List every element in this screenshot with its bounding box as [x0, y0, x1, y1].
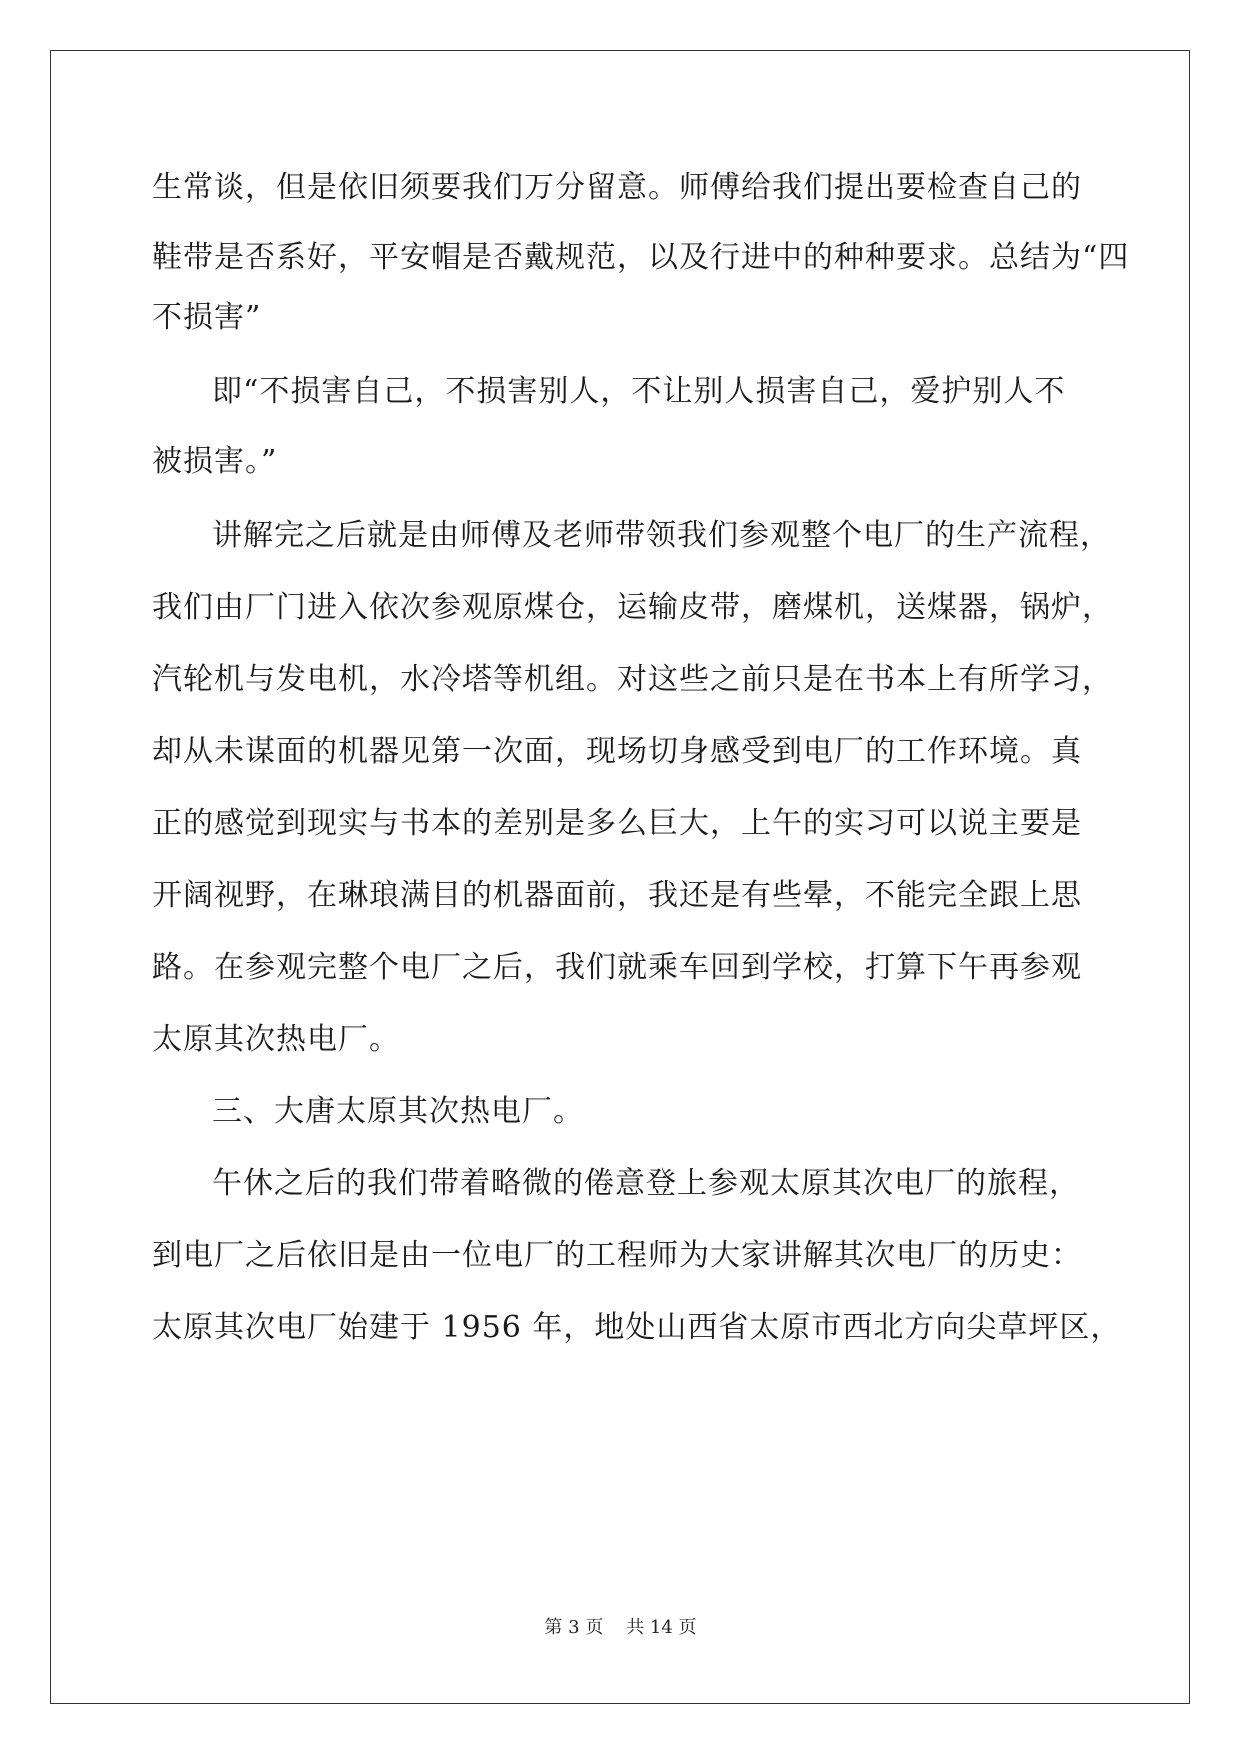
body-line-10: 正的感觉到现实与书本的差别是多么巨大，上午的实习可以说主要是: [152, 806, 1082, 841]
body-line-1: 生常谈，但是依旧须要我们万分留意。师傅给我们提出要检查自己的: [152, 170, 1082, 205]
body-line-16: 到电厂之后依旧是由一位电厂的工程师为大家讲解其次电厂的历史：: [152, 1238, 1082, 1273]
body-line-11: 开阔视野，在琳琅满目的机器面前，我还是有些晕，不能完全跟上思: [152, 878, 1082, 913]
page-number-footer: 第 3 页 共 14 页: [544, 1617, 697, 1638]
body-line-5: 被损害。”: [152, 444, 278, 479]
body-line-8: 汽轮机与发电机，水冷塔等机组。对这些之前只是在书本上有所学习，: [152, 662, 1113, 697]
body-line-2: 鞋带是否系好，平安帽是否戴规范，以及行进中的种种要求。总结为“四: [152, 240, 1130, 275]
body-line-9: 却从未谋面的机器见第一次面，现场切身感受到电厂的工作环境。真: [152, 734, 1082, 769]
body-line-12: 路。在参观完整个电厂之后，我们就乘车回到学校，打算下午再参观: [152, 950, 1082, 985]
body-line-17: 太原其次电厂始建于 1956 年，地处山西省太原市西北方向尖草坪区，: [152, 1310, 1122, 1345]
body-line-13: 太原其次热电厂。: [152, 1022, 400, 1057]
body-line-14: 三、大唐太原其次热电厂。: [212, 1094, 584, 1129]
body-line-7: 我们由厂门进入依次参观原煤仓，运输皮带，磨煤机，送煤器，锅炉，: [152, 590, 1113, 625]
body-line-6: 讲解完之后就是由师傅及老师带领我们参观整个电厂的生产流程，: [212, 518, 1111, 553]
body-line-3: 不损害”: [152, 300, 262, 335]
body-line-4: 即“不损害自己，不损害别人，不让别人损害自己，爱护别人不: [212, 374, 1066, 409]
body-line-15: 午休之后的我们带着略微的倦意登上参观太原其次电厂的旅程，: [212, 1166, 1080, 1201]
